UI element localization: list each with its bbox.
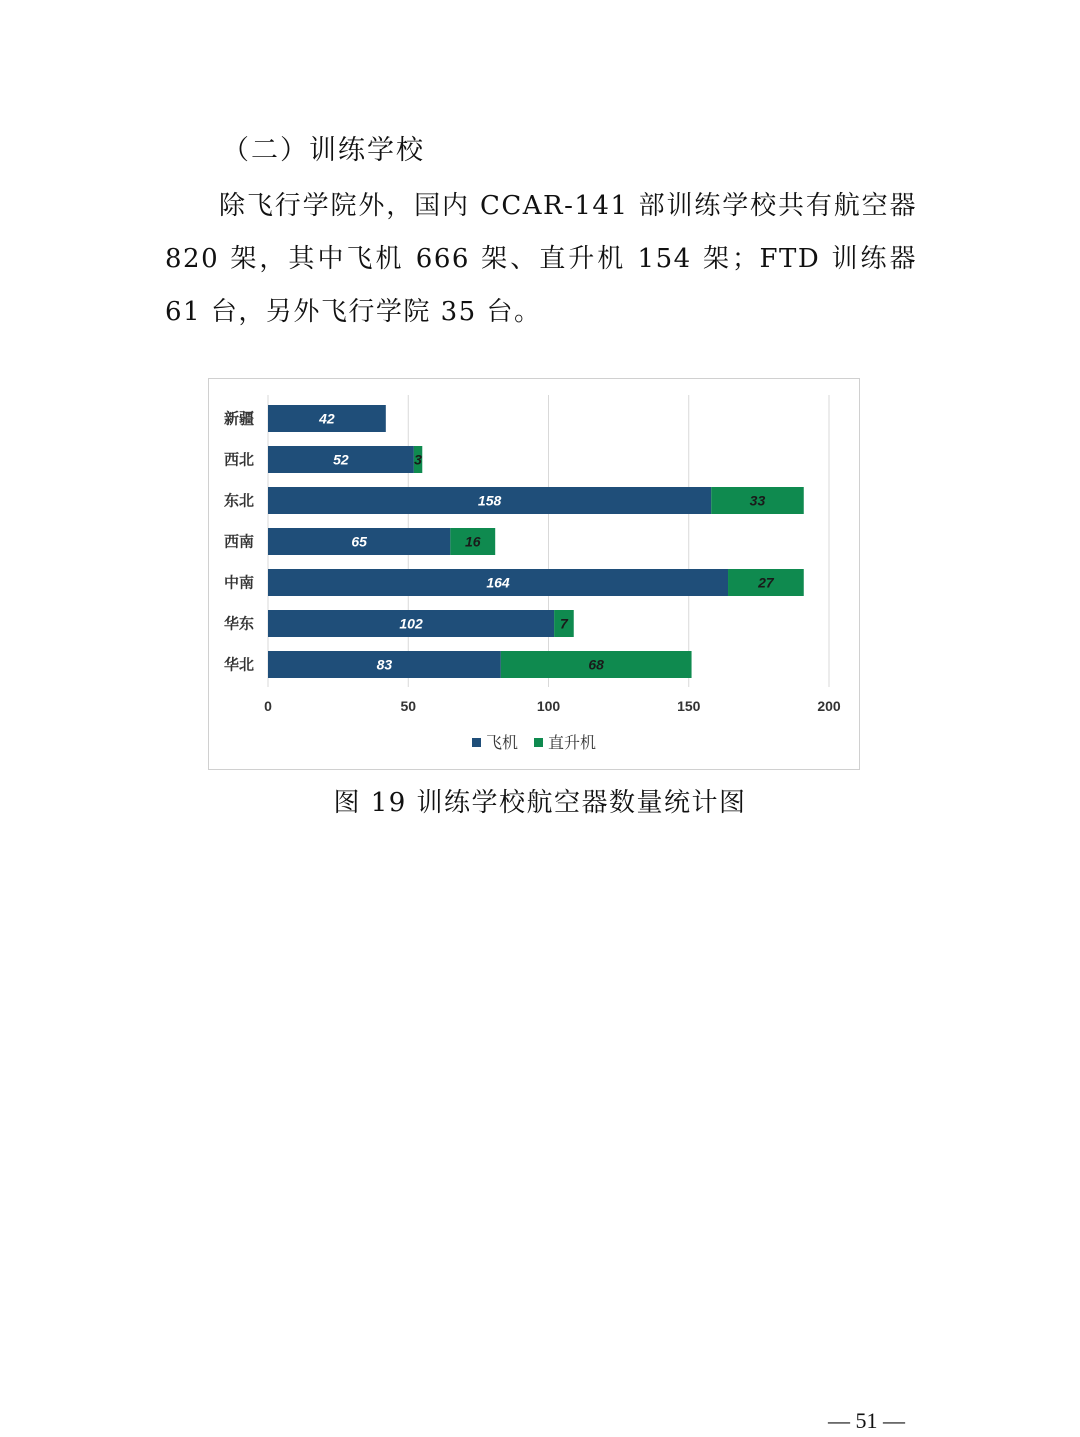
data-label: 68 — [588, 656, 604, 673]
data-label: 27 — [758, 574, 774, 591]
data-label: 33 — [749, 492, 766, 509]
category-label: 东北 — [223, 491, 254, 510]
x-tick-label: 100 — [536, 698, 561, 714]
category-label: 新疆 — [223, 409, 254, 428]
category-label: 华北 — [223, 655, 254, 674]
legend-label: 飞机 — [486, 733, 519, 752]
x-tick-label: 50 — [400, 698, 417, 714]
category-label: 西北 — [223, 450, 254, 469]
legend-swatch — [472, 738, 481, 747]
chart-frame — [208, 378, 860, 770]
figure-caption: 图 19 训练学校航空器数量统计图 — [333, 788, 747, 818]
data-label: 164 — [486, 574, 510, 591]
data-label: 65 — [351, 533, 367, 550]
data-label: 102 — [399, 615, 423, 632]
data-label: 83 — [376, 656, 393, 673]
stacked-bar-chart — [209, 379, 859, 769]
data-label: 16 — [464, 533, 481, 550]
legend-swatch — [534, 738, 543, 747]
x-tick-label: 200 — [817, 698, 841, 714]
x-tick-label: 0 — [264, 698, 272, 714]
section-paragraph: 除飞行学院外，国内 CCAR-141 部训练学校共有航空器 820 架，其中飞机 666 架、直升机 154 架；FTD 训练器 61 台，另外飞行学院 35 台。 — [165, 191, 917, 327]
category-label: 西南 — [223, 532, 254, 551]
data-label: 158 — [477, 492, 502, 509]
data-label: 3 — [414, 451, 422, 468]
category-label: 中南 — [223, 573, 254, 592]
category-label: 华东 — [223, 614, 254, 633]
data-label: 42 — [319, 410, 335, 427]
page-number: — 51 — — [828, 1408, 905, 1433]
legend-label: 直升机 — [548, 733, 597, 752]
data-label: 52 — [333, 451, 349, 468]
x-tick-label: 150 — [677, 698, 701, 714]
section-heading: （二）训练学校 — [222, 135, 425, 166]
data-label: 7 — [560, 615, 568, 632]
